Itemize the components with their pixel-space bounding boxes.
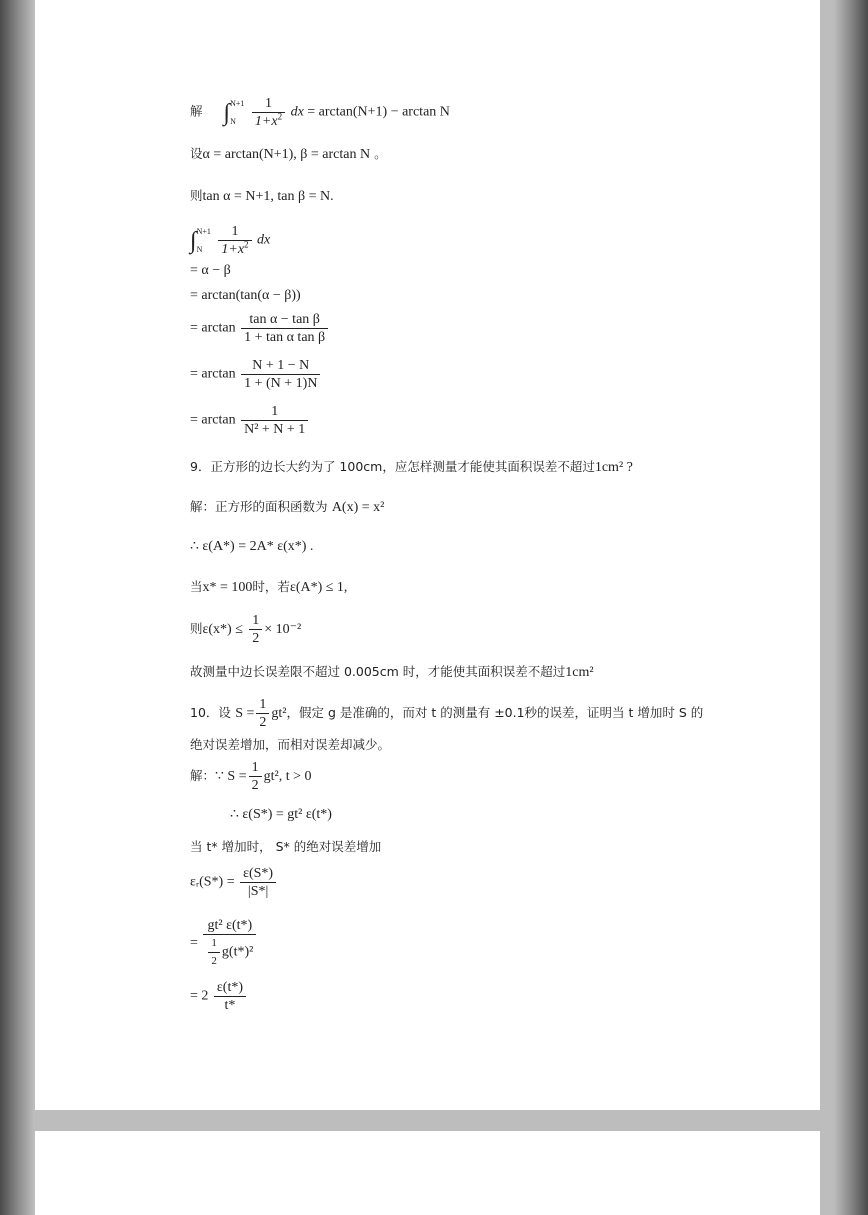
numerator: 1 [252,96,285,113]
integral-sign: ∫ [223,99,231,126]
step-3 [190,312,330,345]
then-body: tan α = N+1, tan β = N. [202,189,334,204]
problem-10-therefore: ∴ ε(S*) = gt² ε(t*) [230,807,332,822]
numerator: 1 [256,697,269,714]
formula-rhs: gt² [271,706,287,721]
problem-10-question-line2: 绝对误差增加，而相对误差却减少。 [190,737,391,752]
integral-equation [190,96,450,129]
numerator: ε(S*) [240,866,276,883]
integral-lower: N [230,116,236,126]
problem-10-when: 当 t* 增加时， S* 的绝对误差增加 [190,839,382,854]
question-text: ，假定 g 是准确的，而对 t 的测量有 ±0.1秒的误差，证明当 t 增加时 S 的 [286,705,704,720]
step-4 [190,358,322,391]
relative-error-step1 [190,918,258,969]
integral-lower: N [196,244,203,254]
integral-sign: ∫ [190,227,197,254]
denominator: 1+x [221,242,245,257]
relative-error-def [190,866,278,899]
problem-9-solution [190,498,384,517]
numerator: ε(t*) [214,980,246,997]
integral-restated [190,224,270,257]
numerator: 1 [208,936,220,953]
numerator: 1 [218,224,251,241]
numerator: 1 [249,760,262,777]
set-label: 设 [190,146,203,161]
half-fraction [249,760,262,793]
denominator: 2 [211,955,217,967]
then-label: 则 [190,621,203,636]
solution-text: 解：正方形的面积函数为 [190,499,328,514]
half-fraction [249,613,262,646]
when-label: 当 [190,579,203,594]
denominator: t* [224,998,236,1013]
fraction-3 [241,312,328,345]
solution-label: 解 [190,103,203,119]
arctan-label: = arctan [190,366,236,382]
arctan-label: = arctan [190,320,236,336]
problem-9-therefore: ∴ ε(A*) = 2A* ε(x*) . [190,539,314,554]
question-prefix: 10．设 [190,705,231,720]
problem-9-conclusion [190,663,594,682]
denominator: 2 [252,631,260,646]
then-lhs: ε(x*) ≤ [202,622,243,637]
conclusion-text: 故测量中边长误差限不超过 0.005cm 时，才能使其面积误差不超过 [190,664,566,679]
fraction-5 [241,404,308,437]
denominator-rhs: g(t*)² [221,944,254,960]
when-condition: ε(A*) ≤ 1, [289,580,348,595]
problem-9-question [190,458,633,477]
denominator [203,935,256,969]
denominator: |S*| [247,884,269,899]
then-label: 则 [190,188,203,203]
equation-rhs: = arctan(N+1) − arctan N [307,104,450,120]
then-rhs: × 10⁻² [264,622,302,637]
denominator: 1 + tan α tan β [244,330,326,345]
formula-lhs: ∵ S = [215,769,247,784]
area-function: A(x) = x² [331,500,385,515]
rel-fraction [240,866,276,899]
equals: = [190,935,198,951]
integral-upper: N+1 [230,98,245,108]
relative-error-step2 [190,980,248,1013]
denominator: N² + N + 1 [244,422,306,437]
set-alpha-beta [190,145,387,164]
conclusion-unit: 1cm² [565,665,594,680]
step2-lhs: = 2 [190,988,209,1004]
formula-rhs: gt², t > 0 [263,769,312,784]
problem-9-when [190,578,347,597]
half-fraction [256,697,269,730]
step-1: = α − β [190,263,231,278]
solution-label: 解： [190,768,216,783]
step2-fraction [214,980,246,1013]
problem-9-then [190,613,301,646]
fraction-1: $\frac{1}{1+x^2}$ [252,96,285,129]
question-unit: 1cm² ? [594,460,633,475]
denominator: 2 [259,715,267,730]
when-mid: 时，若 [252,579,290,594]
step1-fraction [203,918,256,969]
dx: dx [257,232,271,248]
set-body: α = arctan(N+1), β = arctan N [202,147,371,162]
formula-lhs: S = [235,706,255,721]
integral-upper: N+1 [196,226,211,236]
fraction-4 [241,358,320,391]
problem-10-solution [190,760,311,793]
document-page-1 [35,0,820,1110]
step-2: = arctan(tan(α − β)) [190,288,301,303]
numerator: N + 1 − N [241,358,320,375]
when-formula: x* = 100 [202,580,253,595]
document-page-2 [35,1131,820,1215]
then-tan [190,187,334,206]
set-suffix: 。 [370,146,387,161]
problem-10-question [190,697,703,730]
denominator: 1 + (N + 1)N [244,376,318,391]
denominator: 2 [251,778,259,793]
dx: dx [290,104,304,120]
rel-lhs: εᵣ(S*) = [190,874,235,890]
numerator: 1 [241,404,308,421]
half-fraction [208,936,220,969]
numerator: tan α − tan β [241,312,328,329]
question-text: 9．正方形的边长大约为了 100cm，应怎样测量才能使其面积误差不超过 [190,459,595,474]
numerator: gt² ε(t*) [203,918,256,935]
denominator: 1+x [254,114,278,129]
arctan-label: = arctan [190,412,236,428]
numerator: 1 [249,613,262,630]
fraction-2: $\frac{1}{1+x^2}$ [218,224,251,257]
step-5 [190,404,310,437]
